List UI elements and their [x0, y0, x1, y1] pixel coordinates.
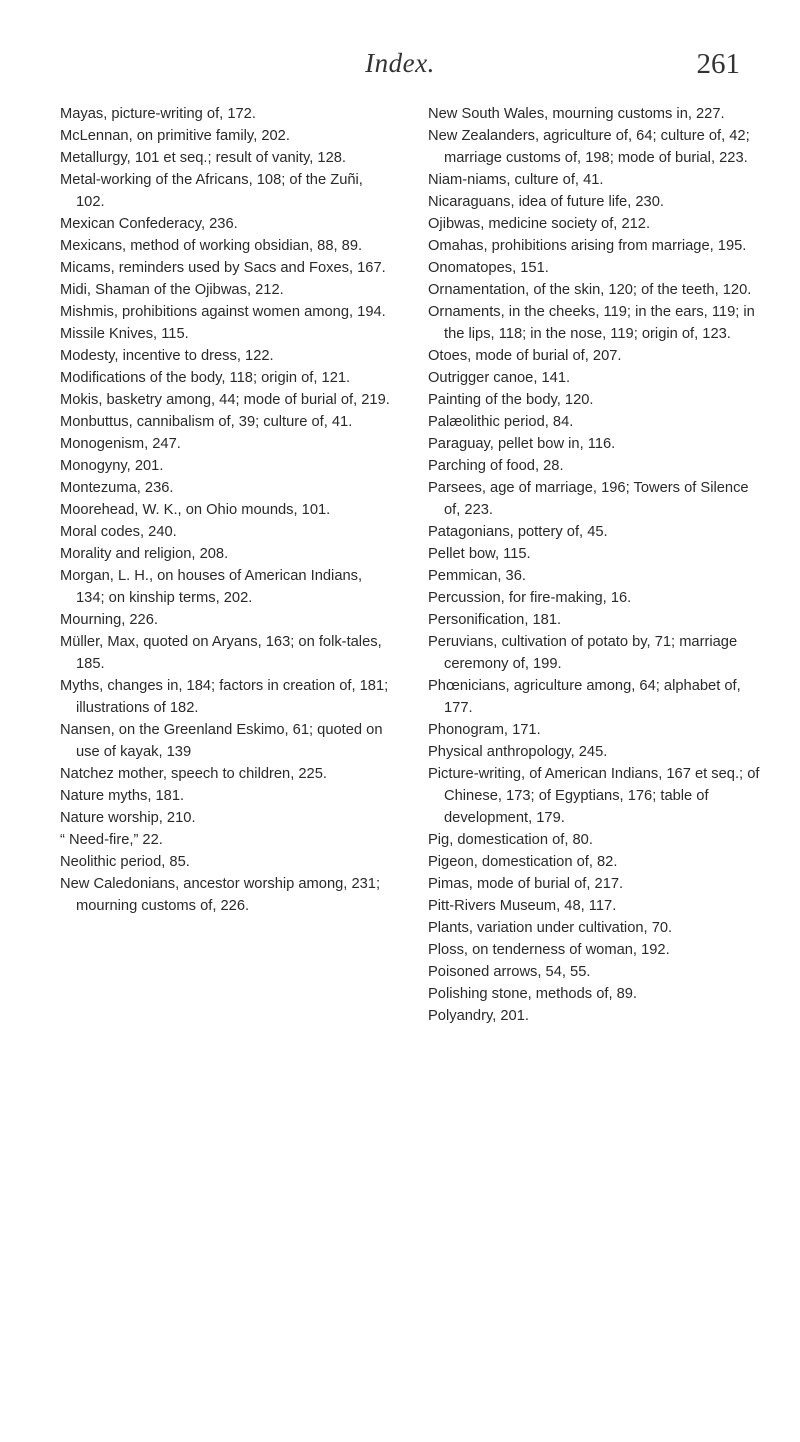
index-entry: Pellet bow, 115.	[428, 546, 531, 562]
index-entry: Personification, 181.	[428, 612, 562, 628]
index-entry: Otoes, mode of burial of, 207.	[428, 348, 622, 364]
index-entry: Ploss, on tenderness of woman, 192.	[428, 942, 670, 958]
index-entry: Modesty, incentive to dress, 122.	[60, 348, 274, 364]
index-entry: Pemmican, 36.	[428, 568, 526, 584]
index-entry: Moral codes, 240.	[60, 524, 177, 540]
index-entry: Pimas, mode of burial of, 217.	[428, 876, 624, 892]
index-entry: Physical anthropology, 245.	[428, 744, 608, 760]
index-entry: Mourning, 226.	[60, 612, 158, 628]
index-entry: Outrigger canoe, 141.	[428, 370, 571, 386]
index-entry: Modifications of the body, 118; origin of, 121.	[60, 370, 351, 386]
index-entry: Nicaraguans, idea of future life, 230.	[428, 194, 664, 210]
index-entry: Metal-working of the Africans, 108; of the Zuñi, 102.	[60, 172, 363, 210]
index-entry: Phœnicians, agriculture among, 64; alphabet of, 177.	[428, 678, 741, 716]
index-entry: Morality and religion, 208.	[60, 546, 229, 562]
index-entry: “ Need-fire,” 22.	[60, 832, 163, 848]
index-entry: Phonogram, 171.	[428, 722, 541, 738]
index-entry: Pig, domestication of, 80.	[428, 832, 593, 848]
index-entry: Ojibwas, medicine society of, 212.	[428, 216, 651, 232]
index-entry: Parsees, age of marriage, 196; Towers of Silence of, 223.	[428, 480, 749, 518]
index-entry: Plants, variation under cultivation, 70.	[428, 920, 673, 936]
index-entry: Pigeon, domestication of, 82.	[428, 854, 618, 870]
index-entry: Omahas, prohibitions arising from marriage, 195.	[428, 238, 747, 254]
page-number: 261	[696, 48, 740, 80]
index-entry: McLennan, on primitive family, 202.	[60, 128, 290, 144]
index-entry: Myths, changes in, 184; factors in creation of, 181; illustrations of 182.	[60, 678, 389, 716]
index-entry: Picture-writing, of American Indians, 167 et seq.; of Chinese, 173; of Egyptians, 176; table of development, 179.	[428, 766, 760, 826]
index-entry: Natchez mother, speech to children, 225.	[60, 766, 327, 782]
index-entry: New South Wales, mourning customs in, 227.	[428, 106, 725, 122]
index-entry: Micams, reminders used by Sacs and Foxes, 167.	[60, 260, 386, 276]
index-entry: Nature worship, 210.	[60, 810, 196, 826]
index-entry: Niam-niams, culture of, 41.	[428, 172, 604, 188]
index-entry: Polyandry, 201.	[428, 1008, 529, 1024]
index-entry: Ornamentation, of the skin, 120; of the teeth, 120.	[428, 282, 752, 298]
index-entry: Nature myths, 181.	[60, 788, 185, 804]
index-entry: Monogyny, 201.	[60, 458, 164, 474]
index-columns	[60, 103, 760, 1027]
index-entry: Müller, Max, quoted on Aryans, 163; on folk-tales, 185.	[60, 634, 382, 672]
index-entry: Neolithic period, 85.	[60, 854, 190, 870]
index-entry: Ornaments, in the cheeks, 119; in the ears, 119; in the lips, 118; in the nose, 119; origin of, 123.	[428, 304, 755, 342]
index-entry: Polishing stone, methods of, 89.	[428, 986, 638, 1002]
index-entry: Mishmis, prohibitions against women among, 194.	[60, 304, 386, 320]
index-entry: Nansen, on the Greenland Eskimo, 61; quoted on use of kayak, 139	[60, 722, 383, 760]
index-entry: Mexican Confederacy, 236.	[60, 216, 238, 232]
running-title: Index.	[365, 48, 435, 78]
index-entry: Monbuttus, cannibalism of, 39; culture of, 41.	[60, 414, 353, 430]
index-entry: Percussion, for fire-making, 16.	[428, 590, 632, 606]
index-entry: New Zealanders, agriculture of, 64; culture of, 42; marriage customs of, 198; mode of burial, 223.	[428, 128, 750, 166]
index-entry: Monogenism, 247.	[60, 436, 181, 452]
index-column-left	[60, 103, 390, 1027]
index-entry: Mayas, picture-writing of, 172.	[60, 106, 256, 122]
index-entry: Parching of food, 28.	[428, 458, 564, 474]
index-entry: Paraguay, pellet bow in, 116.	[428, 436, 616, 452]
index-entry: Painting of the body, 120.	[428, 392, 594, 408]
index-entry: New Caledonians, ancestor worship among, 231; mourning customs of, 226.	[60, 876, 381, 914]
index-entry: Pitt-Rivers Museum, 48, 117.	[428, 898, 617, 914]
index-entry: Midi, Shaman of the Ojibwas, 212.	[60, 282, 284, 298]
index-column-right	[428, 103, 760, 1027]
index-entry: Mokis, basketry among, 44; mode of burial of, 219.	[60, 392, 390, 408]
index-entry: Montezuma, 236.	[60, 480, 174, 496]
index-entry: Peruvians, cultivation of potato by, 71; marriage ceremony of, 199.	[428, 634, 738, 672]
index-entry: Poisoned arrows, 54, 55.	[428, 964, 591, 980]
index-entry: Missile Knives, 115.	[60, 326, 189, 342]
index-entry: Metallurgy, 101 et seq.; result of vanity, 128.	[60, 150, 347, 166]
index-entry: Moorehead, W. K., on Ohio mounds, 101.	[60, 502, 331, 518]
page-header	[0, 48, 800, 88]
index-entry: Palæolithic period, 84.	[428, 414, 574, 430]
index-entry: Patagonians, pottery of, 45.	[428, 524, 608, 540]
index-entry: Morgan, L. H., on houses of American Indians, 134; on kinship terms, 202.	[60, 568, 363, 606]
index-entry: Onomatopes, 151.	[428, 260, 549, 276]
index-entry: Mexicans, method of working obsidian, 88, 89.	[60, 238, 363, 254]
